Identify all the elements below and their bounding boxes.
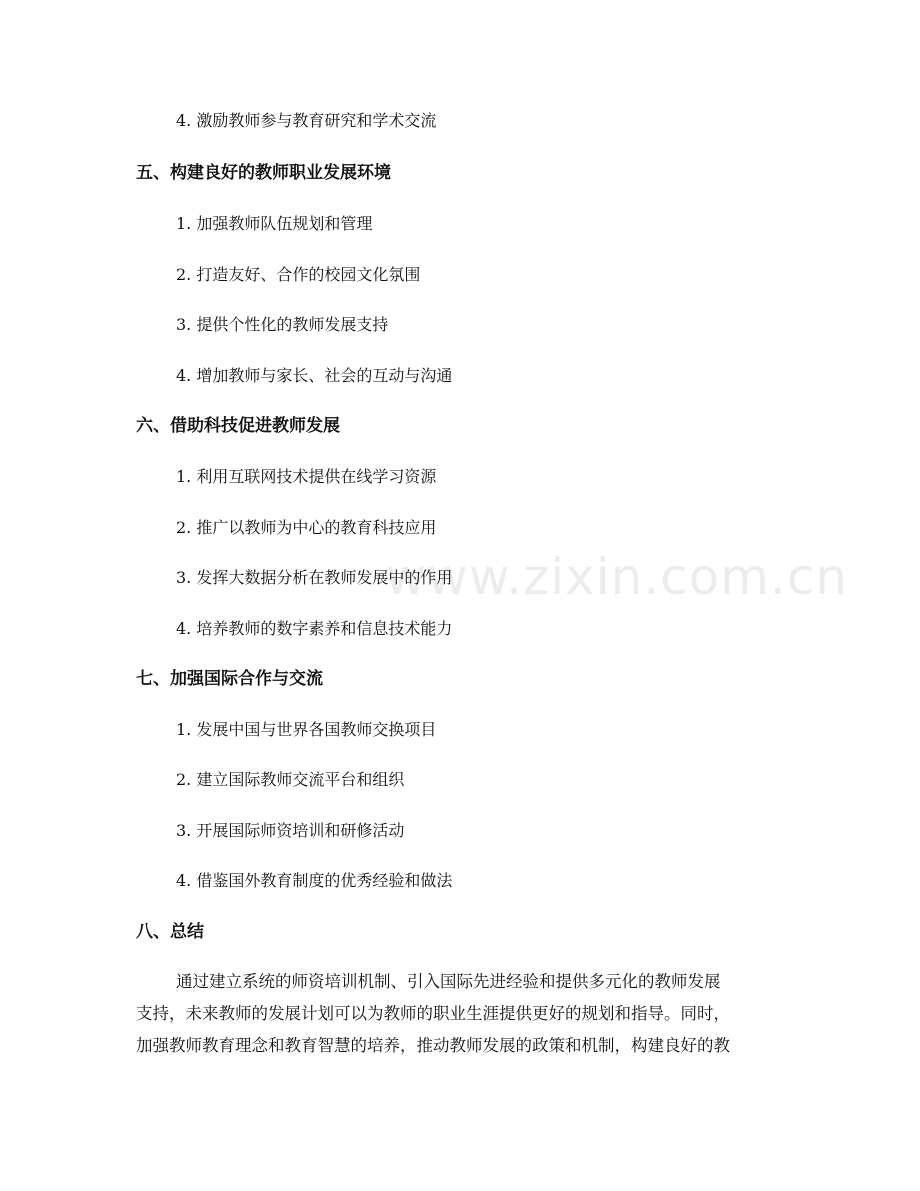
section-heading-7: 七、加强国际合作与交流 [136, 669, 323, 689]
list-item: 4. 借鉴国外教育制度的优秀经验和做法 [176, 871, 453, 890]
watermark-text: www.zixin.com.cn [385, 548, 849, 606]
list-item: 1. 利用互联网技术提供在线学习资源 [176, 467, 437, 486]
section-heading-5: 五、构建良好的教师职业发展环境 [136, 163, 391, 183]
summary-line: 加强教师教育理念和教育智慧的培养，推动教师发展的政策和机制，构建良好的教 [136, 1036, 730, 1055]
list-item: 2. 建立国际教师交流平台和组织 [176, 770, 405, 789]
summary-line: 支持，未来教师的发展计划可以为教师的职业生涯提供更好的规划和指导。同时， [136, 1004, 730, 1023]
list-item: 1. 发展中国与世界各国教师交换项目 [176, 720, 437, 739]
section-heading-6: 六、借助科技促进教师发展 [136, 416, 340, 436]
list-item: 2. 打造友好、合作的校园文化氛围 [176, 265, 421, 284]
list-item: 3. 提供个性化的教师发展支持 [176, 315, 389, 334]
list-item: 3. 开展国际师资培训和研修活动 [176, 821, 405, 840]
list-item: 1. 加强教师队伍规划和管理 [176, 214, 373, 233]
summary-paragraph [136, 966, 786, 1062]
summary-line: 通过建立系统的师资培训机制、引入国际先进经验和提供多元化的教师发展 [176, 972, 721, 991]
section-heading-8: 八、总结 [136, 922, 204, 942]
list-item: 2. 推广以教师为中心的教育科技应用 [176, 518, 437, 537]
list-item: 3. 发挥大数据分析在教师发展中的作用 [176, 568, 453, 587]
list-item: 4. 培养教师的数字素养和信息技术能力 [176, 619, 453, 638]
list-item: 4. 增加教师与家长、社会的互动与沟通 [176, 366, 453, 385]
list-item: 4. 激励教师参与教育研究和学术交流 [176, 111, 437, 130]
